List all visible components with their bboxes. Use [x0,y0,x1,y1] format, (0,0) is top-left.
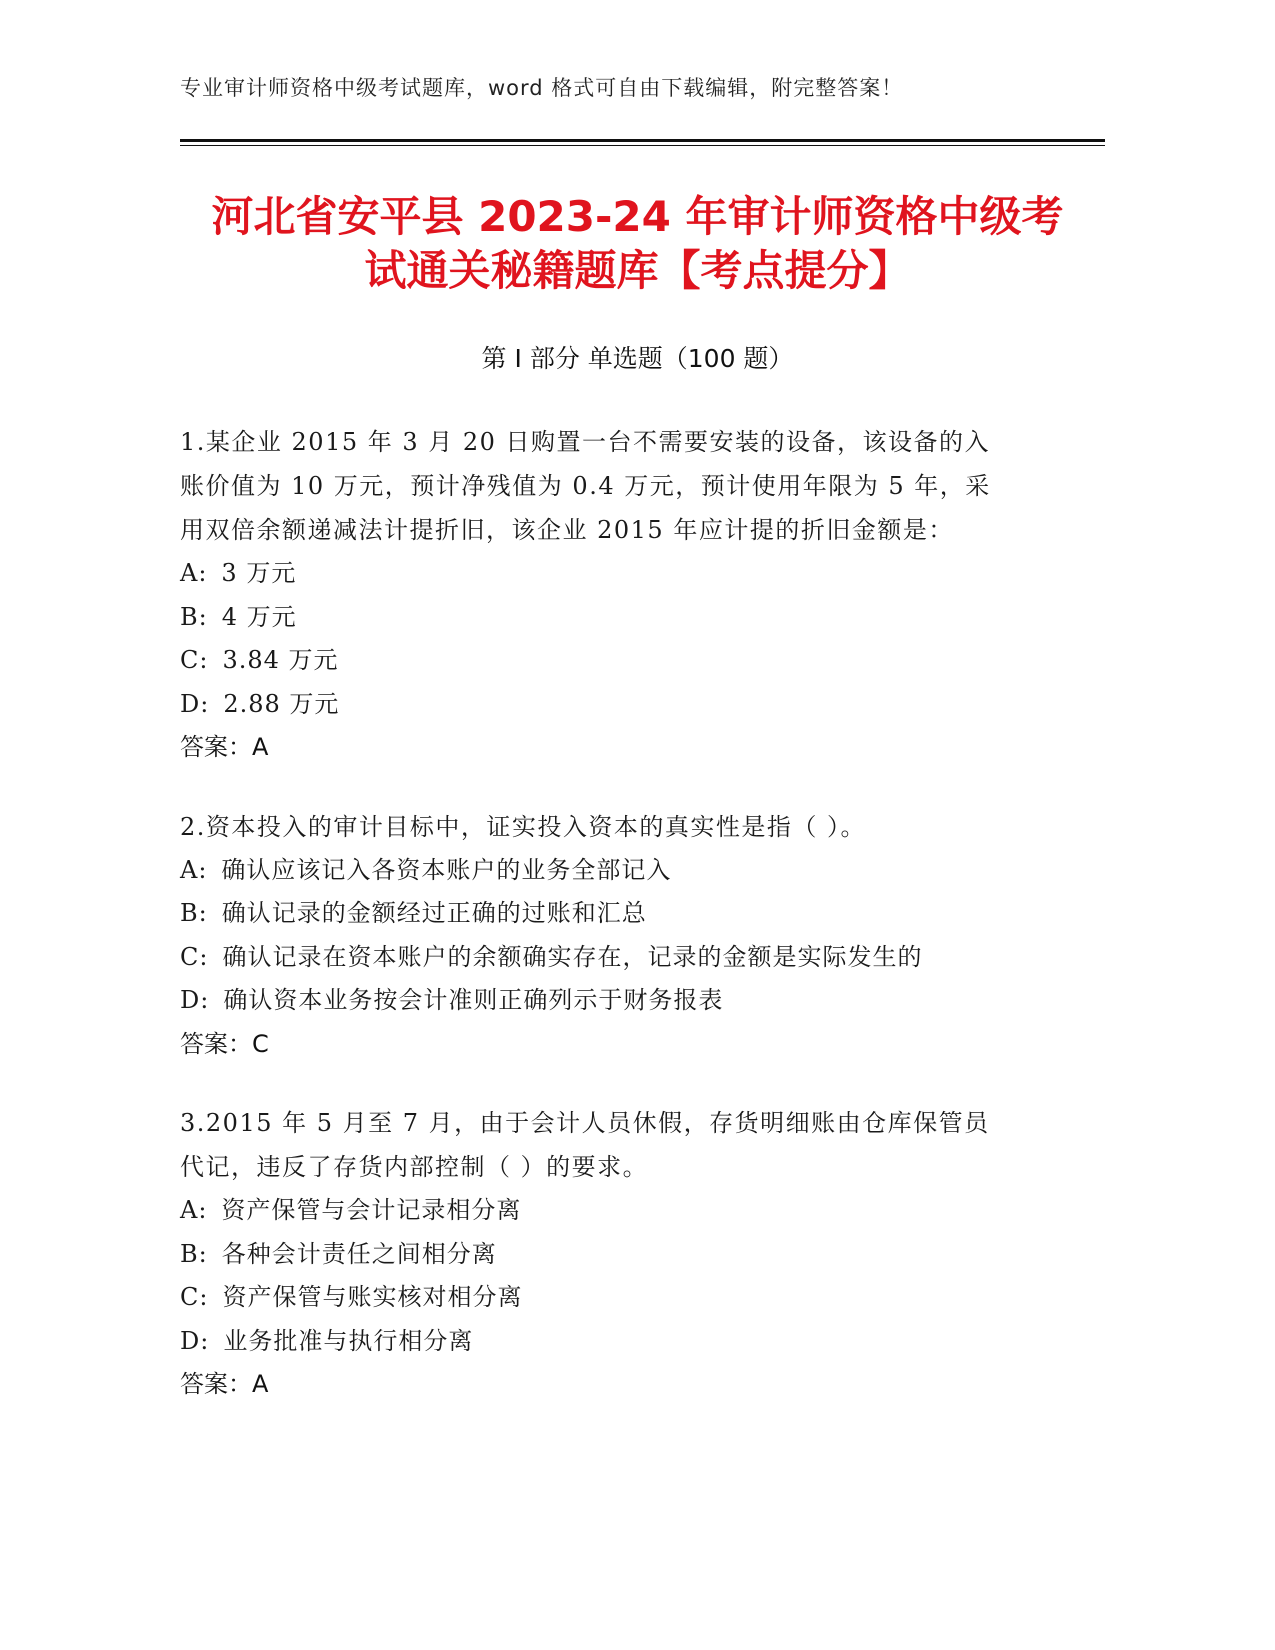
option-b [180,1233,1050,1277]
option-text: 4 万元 [221,602,297,631]
option-key: B: [180,1239,208,1268]
option-c [180,639,1050,683]
option-d [180,683,1050,727]
answer-label: 答案：A [180,733,269,761]
question-3 [180,1101,1050,1407]
question-stem-line: 1.某企业 2015 年 3 月 20 日购置一台不需要安装的设备，该设备的入 [180,428,991,456]
option-text: 资产保管与会计记录相分离 [221,1196,522,1224]
header-note: 专业审计师资格中级考试题库，word 格式可自由下载编辑，附完整答案！ [180,76,904,100]
option-d [180,979,1050,1023]
title-line-1: 河北省安平县 2023-24 年审计师资格中级考 [211,192,1064,241]
option-b [180,892,1050,936]
question-stem-line: 3.2015 年 5 月至 7 月，由于会计人员休假，存货明细账由仓库保管员 [180,1109,990,1137]
question-stem-line: 代记，违反了存货内部控制（ ）的要求。 [180,1153,649,1181]
option-a [180,552,1050,596]
question-stem-line: 账价值为 10 万元，预计净残值为 0.4 万元，预计使用年限为 5 年，采 [180,472,991,500]
question-2 [180,805,1050,1067]
option-text: 确认资本业务按会计准则正确列示于财务报表 [223,986,724,1014]
option-key: C: [180,1283,209,1311]
header-rule-thin [180,145,1105,146]
option-text: 3 万元 [221,559,297,587]
option-a [180,849,1050,893]
option-c [180,1276,1050,1320]
option-key: D: [180,986,210,1014]
option-text: 3.84 万元 [222,646,339,674]
section-heading: 第 I 部分 单选题（100 题） [481,344,794,373]
option-text: 资产保管与账实核对相分离 [222,1283,523,1311]
option-key: A: [180,559,208,587]
option-key: B: [180,602,208,631]
question-stem-line: 2.资本投入的审计目标中，证实投入资本的真实性是指（ ）。 [180,812,867,841]
question-list [180,420,1050,1442]
option-b [180,596,1050,640]
question-1 [180,420,1050,770]
header-rule [180,139,1105,142]
option-text: 确认应该记入各资本账户的业务全部记入 [221,855,672,884]
option-text: 2.88 万元 [223,689,340,718]
option-key: C: [180,646,209,674]
option-text: 确认记录的金额经过正确的过账和汇总 [221,899,647,927]
title-line-2: 试通关秘籍题库【考点提分】 [364,246,911,295]
answer-label: 答案：A [180,1370,269,1398]
option-c [180,936,1050,980]
option-key: C: [180,942,209,971]
option-key: D: [180,689,210,718]
option-a [180,1189,1050,1233]
question-stem-line: 用双倍余额递减法计提折旧，该企业 2015 年应计提的折旧金额是： [180,516,954,544]
option-key: B: [180,899,208,927]
option-key: A: [180,855,208,884]
option-text: 确认记录在资本账户的余额确实存在，记录的金额是实际发生的 [222,942,923,971]
option-key: D: [180,1326,210,1355]
option-text: 各种会计责任之间相分离 [221,1239,497,1268]
option-key: A: [180,1196,208,1224]
option-d [180,1320,1050,1364]
answer-label: 答案：C [180,1029,269,1058]
document-title [140,190,1135,298]
option-text: 业务批准与执行相分离 [223,1326,474,1355]
